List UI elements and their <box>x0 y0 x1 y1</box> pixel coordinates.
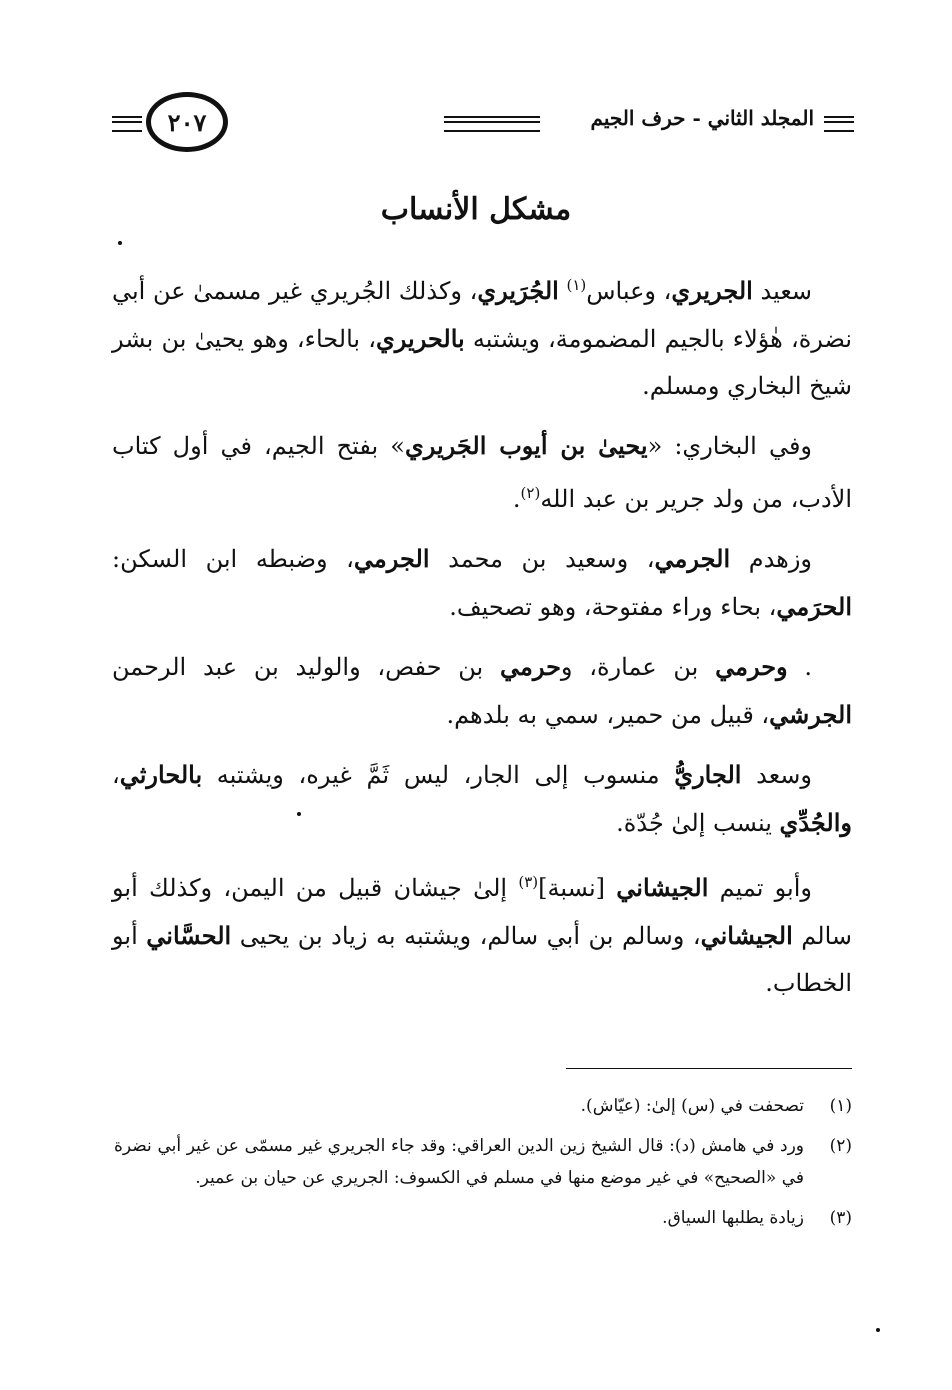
footnote <box>114 1090 852 1122</box>
page-header <box>112 92 854 164</box>
text-run: وزهدم <box>730 545 812 573</box>
text-run: بن عمارة، و <box>560 653 716 681</box>
text-run: ، قبيل من حمير، سمي به بلدهم. <box>446 701 770 729</box>
text-run: [نسبة] <box>538 874 617 902</box>
footnote-text: زيادة يطلبها السياق. <box>662 1208 804 1228</box>
footnotes <box>114 1090 852 1242</box>
footnote-text: ورد في هامش (د): قال الشيخ زين الدين العراقي: وقد جاء الجريري غير مسمّى عن غير أبي نضرة في «الصحيح» في غير موضع منها في مسلم في الكسوف: الجريري عن حيان بن عمير. <box>114 1136 804 1188</box>
footnote-ref: (١) <box>566 276 587 294</box>
paragraph <box>112 262 852 410</box>
paragraph <box>112 422 852 523</box>
text-run: ، وضبطه ابن السكن: <box>112 545 354 573</box>
paragraph <box>112 751 852 847</box>
stray-dot <box>876 1328 880 1332</box>
text-run: أبو الخطاب. <box>112 922 852 997</box>
footnote-ref: (٢) <box>520 484 541 502</box>
footnote-number: (١) <box>829 1096 852 1116</box>
paragraph <box>112 535 852 631</box>
footnote-number: (٣) <box>829 1208 852 1228</box>
text-run: بن حفص، والوليد بن عبد الرحمن <box>112 653 500 681</box>
footnote-number: (٢) <box>829 1136 852 1156</box>
bold-term: الجريري <box>671 276 753 305</box>
bold-term: الحرَمي <box>776 592 852 621</box>
bold-term: الحسَّاني <box>146 921 232 950</box>
header-rule-left <box>112 116 142 132</box>
bold-term: الجاريُّ <box>674 760 742 789</box>
bold-term: الجرمي <box>654 544 731 573</box>
bold-term: الجُرَيري <box>477 276 559 305</box>
header-rule-middle <box>444 116 540 132</box>
footnote-separator <box>566 1068 852 1069</box>
body-text <box>112 262 852 1019</box>
bold-term: الجيشاني <box>616 873 709 902</box>
bold-term: بالحريري <box>375 324 465 353</box>
page-number-oval <box>146 92 228 152</box>
running-head: المجلد الثاني - حرف الجيم <box>590 106 814 130</box>
bold-term: والجُدِّي <box>779 808 852 837</box>
text-run: ، <box>112 761 120 789</box>
paragraph <box>112 859 852 1007</box>
bold-term: حرمي <box>499 652 561 681</box>
bold-term: الجرشي <box>769 700 852 729</box>
bold-term: وحرمي <box>715 652 788 681</box>
bold-term: الجرمي <box>353 544 430 573</box>
text-run: . <box>787 653 812 681</box>
section-title: مشكل الأنساب <box>380 192 572 227</box>
footnote-ref: (٣) <box>518 873 539 891</box>
text-run: سعيد <box>752 277 813 305</box>
text-run: ، وكذلك الجُريري غير مسمىٰ عن أبي نضرة، هٰؤلاء بالجيم المضمومة، ويشتبه <box>112 277 853 353</box>
text-run: منسوب إلى الجار، ليس ثَمَّ غيره، ويشتبه <box>202 761 675 789</box>
text-run: ، بالحاء، وهو يحيىٰ بن بشر شيخ البخاري ومسلم. <box>112 325 852 400</box>
text-run: ينسب إلىٰ جُدّة. <box>616 809 780 837</box>
text-run: وفي البخاري: « <box>647 432 813 460</box>
bold-term: يحيىٰ بن أيوب الجَريري <box>404 431 648 460</box>
stray-dot <box>118 241 122 245</box>
paragraph <box>112 643 852 739</box>
text-run: ، وعباس <box>586 277 672 305</box>
text-run: ، وسالم بن أبي سالم، ويشتبه به زياد بن يحيى <box>231 922 701 950</box>
text-run: وسعد <box>741 761 812 789</box>
header-rule-right <box>824 116 854 132</box>
text-run: » بفتح الجيم، في أول كتاب الأدب، من ولد جرير بن عبد الله <box>112 432 852 513</box>
text-run: إلىٰ جيشان قبيل من اليمن، وكذلك أبو سالم <box>112 874 852 950</box>
text-run: ، وسعيد بن محمد <box>429 545 655 573</box>
text-run: ، بحاء وراء مفتوحة، وهو تصحيف. <box>449 593 777 621</box>
footnote <box>114 1130 852 1194</box>
text-run: وأبو تميم <box>708 874 812 902</box>
bold-term: الجيشاني <box>700 921 793 950</box>
footnote <box>114 1202 852 1234</box>
text-run: . <box>512 485 521 513</box>
bold-term: بالحارثي <box>119 760 203 789</box>
page-number: ٢٠٧ <box>167 107 207 137</box>
footnote-text: تصحفت في (س) إلىٰ: (عيّاش). <box>580 1096 804 1116</box>
